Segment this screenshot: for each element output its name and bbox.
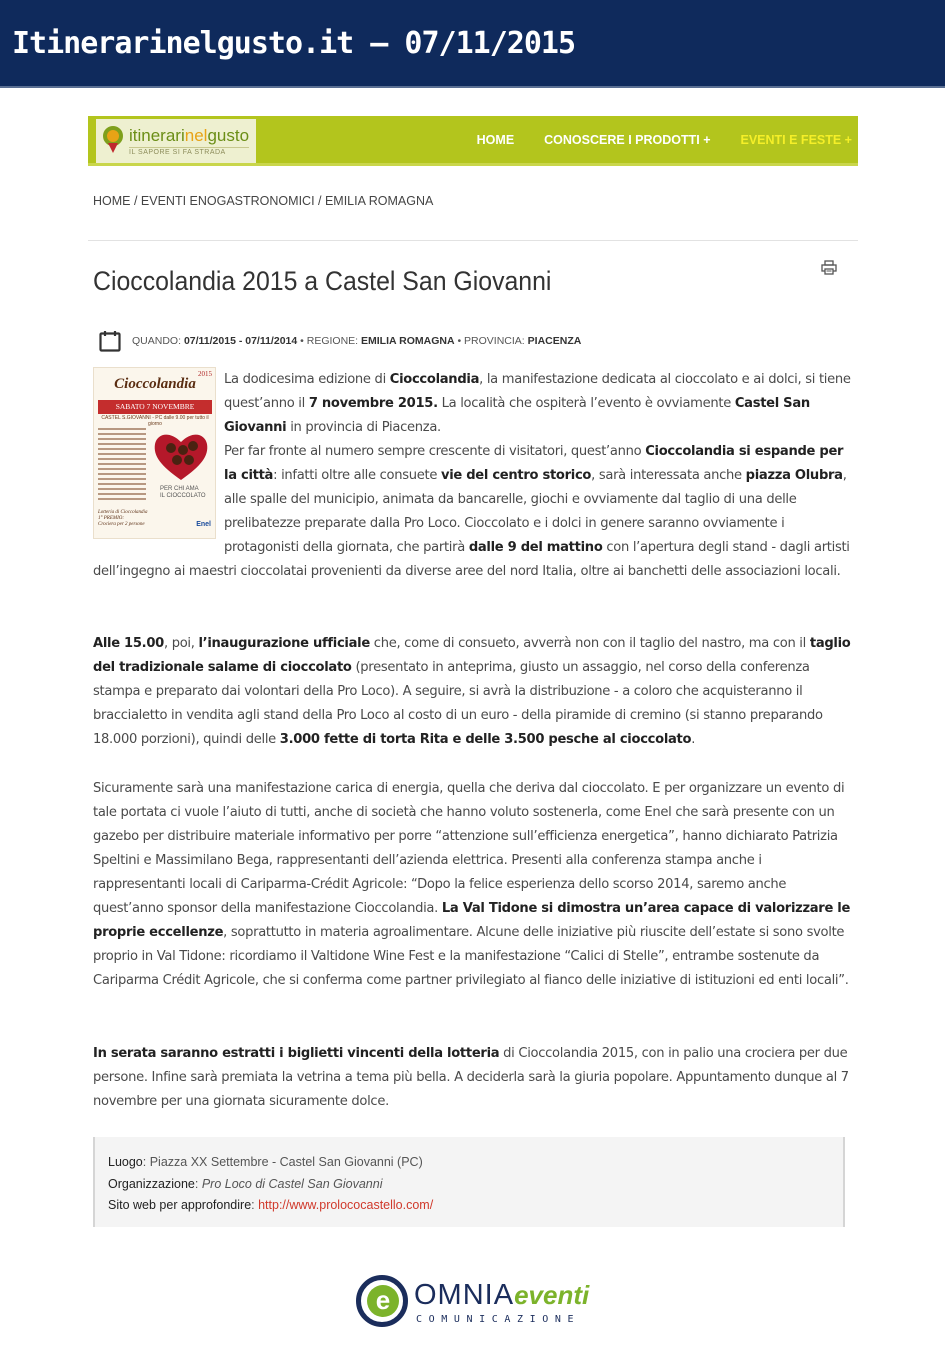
event-province[interactable]: PIACENZA bbox=[527, 335, 582, 347]
nav-conoscere-prodotti[interactable]: CONOSCERE I PRODOTTI + bbox=[544, 132, 711, 147]
divider bbox=[88, 240, 858, 241]
page-title: Cioccolandia 2015 a Castel San Giovanni bbox=[93, 266, 552, 296]
info-place: Luogo: Piazza XX Settembre - Castel San Giovanni (PC) bbox=[108, 1155, 423, 1169]
site-navbar bbox=[88, 116, 858, 166]
article-paragraph-3: Sicuramente sarà una manifestazione carica di energia, quella che deriva dal cioccolato. E per organizzare un evento di tale portata ci vuole l’aiuto di tutti, anche di società che hanno voluto sostenerla, come Enel che sarà presente con un gazebo per distribuire materiale informativo per porre “attenzione sull’efficienza energetica”, hanno dichiarato Patrizia Speltini e Massimilano Bega, rappresentanti dell’azienda elettrica. Presenti alla conferenza stampa anche i rappresentanti locali di Cariparma-Crédit Agricole: “Dopo la felice esperienza dello scorso 2014, saremo anche quest’anno sponsor della manifestazione Cioccolandia. La Val Tidone si dimostra un’area capace di valorizzare le proprie eccellenze, soprattutto in materia agroalimentare. Alcune delle iniziative più riuscite dell’estate si sono svolte proprio in Val Tidone: ricordiamo il Valtidone Wine Fest e la manifestazione “Calici di Stelle”, entrambe sostenute da Cariparma Crédit Agricole, che si conferma come partner privilegiato al fianco delle iniziative di istituzioni ed enti locali”. bbox=[93, 781, 851, 988]
info-organizer: Organizzazione: Pro Loco di Castel San Giovanni bbox=[108, 1176, 383, 1191]
print-icon[interactable] bbox=[821, 260, 837, 275]
banner-title: Itinerarinelgusto.it – 07/11/2015 bbox=[12, 25, 576, 61]
main-menu bbox=[477, 116, 852, 163]
article-paragraph-1: La dodicesima edizione di Cioccolandia, la manifestazione dedicata al cioccolato e ai dolci, si tiene quest’anno il 7 novembre 2015. La località che ospiterà l’evento è ovviamente Castel San Giovanni in provincia di Piacenza. Per far fronte al numero sempre crescente di visitatori, quest’anno Cioccolandia si espande per la città: infatti oltre alle consuete vie del centro storico, sarà interessata anche piazza Olubra, alle spalle del municipio, animata da bancarelle, giochi e ovviamente dal taglio di una delle prelibatezze preparate dalla Pro Loco. Cioccolato e i dolci in genere saranno ovviamente i protagonisti della giornata, che partirà dalle 9 del mattino con l’apertura degli stand - dagli artisti dell’ingegno ai maestri cioccolatai provenienti da diverse aree del nord Italia, oltre ai banchetti delle associazioni locali. bbox=[93, 372, 851, 579]
breadcrumb[interactable]: HOME / EVENTI ENOGASTRONOMICI / EMILIA ROMAGNA bbox=[93, 194, 434, 208]
event-info-box bbox=[93, 1137, 845, 1227]
omnia-e-icon: e bbox=[356, 1275, 408, 1327]
event-meta bbox=[99, 330, 581, 352]
logo-wordmark: itinerarinelgusto bbox=[129, 125, 250, 145]
article-paragraph-4: In serata saranno estratti i biglietti vincenti della lotteria di Cioccolandia 2015, con in palio una crociera per due persone. Infine sarà premiata la vetrina a tema più bella. A deciderla sarà la giuria popolare. Appuntamento dunque al 7 novembre per una giornata sicuramente dolce. bbox=[93, 1046, 849, 1109]
meta-text: QUANDO: 07/11/2015 - 07/11/2014 • REGIONE: EMILIA ROMAGNA • PROVINCIA: PIACENZA bbox=[132, 335, 582, 347]
nav-eventi-feste[interactable]: EVENTI E FESTE + bbox=[740, 132, 852, 147]
logo-tagline: IL SAPORE SI FA STRADA bbox=[129, 147, 249, 156]
event-region[interactable]: EMILIA ROMAGNA bbox=[361, 335, 455, 347]
info-website: Sito web per approfondire: http://www.prolococastello.com/ bbox=[108, 1198, 434, 1212]
calendar-icon bbox=[99, 330, 121, 352]
site-logo[interactable] bbox=[96, 119, 256, 163]
event-dates: 07/11/2015 - 07/11/2014 bbox=[183, 335, 298, 347]
top-banner bbox=[0, 0, 945, 88]
map-pin-logo-icon bbox=[102, 126, 124, 156]
article-paragraph-2: Alle 15.00, poi, l’inaugurazione ufficiale che, come di consueto, avverrà non con il taglio del nastro, ma con il taglio del tradizionale salame di cioccolato (presentato in anteprima, giusto un assaggio, nel corso della conferenza stampa e preparato dai volontari della Pro Loco). A seguire, si avrà la distribuzione - a coloro che acquisteranno il braccialetto in vendita agli stand della Pro Loco al costo di un euro - della piramide di cremino (si stanno preparando 18.000 porzioni), quindi delle 3.000 fette di torta Rita e delle 3.500 pesche al cioccolato. bbox=[93, 636, 851, 747]
event-poster-image: 2015 Cioccolandia SABATO 7 NOVEMBRE CASTEL S.GIOVANNI - PC dalle 9.00 per tutto il giorno PER CHI AMA IL CIOCCOLATO Lotteria di Cioccolandia 1° PREMIO: Crociera per 2 persone Enel bbox=[93, 367, 216, 539]
nav-home[interactable]: HOME bbox=[476, 132, 515, 147]
website-link[interactable]: http://www.prolococastello.com/ bbox=[258, 1198, 434, 1212]
omnia-eventi-logo: e OMNIAeventi COMUNICAZIONE bbox=[356, 1273, 601, 1333]
